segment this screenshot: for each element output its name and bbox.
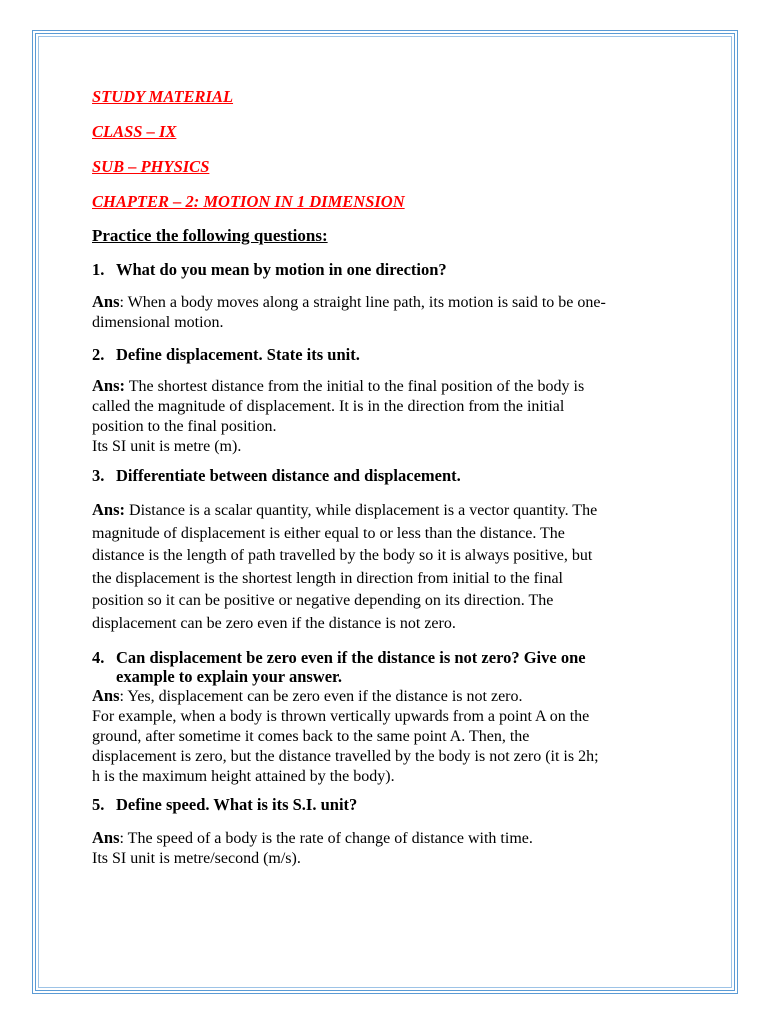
answer-line: dimensional motion. bbox=[92, 314, 224, 331]
question-number: 4. bbox=[92, 648, 105, 667]
answer-text: : When a body moves along a straight line path, its motion is said to be one- bbox=[119, 294, 606, 311]
answer-1 bbox=[92, 292, 682, 333]
answer-line: the displacement is the shortest length in direction from initial to the final bbox=[92, 569, 563, 587]
question-line: Can displacement be zero even if the distance is not zero? Give one bbox=[116, 648, 586, 667]
answer-label: Ans: bbox=[92, 500, 126, 519]
question-number: 3. bbox=[92, 466, 105, 485]
answer-label: Ans bbox=[92, 686, 120, 705]
question-block-4 bbox=[92, 648, 682, 787]
question-text: What do you mean by motion in one direction? bbox=[116, 260, 447, 279]
answer-line bbox=[92, 828, 682, 849]
answer-line bbox=[92, 376, 682, 397]
answer-line bbox=[92, 686, 682, 707]
question-block-5 bbox=[92, 795, 682, 869]
question-number: 5. bbox=[92, 795, 105, 814]
answer-line: displacement is zero, but the distance travelled by the body is not zero (it is 2h; bbox=[92, 748, 599, 765]
answer-2 bbox=[92, 376, 682, 457]
answer-text: : Yes, displacement can be zero even if the distance is not zero. bbox=[119, 688, 523, 705]
answer-line: Its SI unit is metre/second (m/s). bbox=[92, 850, 301, 867]
answer-text: Distance is a scalar quantity, while displacement is a vector quantity. The bbox=[125, 502, 598, 519]
answer-line: magnitude of displacement is either equal to or less than the distance. The bbox=[92, 524, 565, 542]
chapter-heading: CHAPTER – 2: MOTION IN 1 DIMENSION bbox=[92, 192, 405, 211]
answer-line: called the magnitude of displacement. It is in the direction from the initial bbox=[92, 398, 565, 415]
answer-line bbox=[92, 499, 682, 523]
question-4 bbox=[92, 648, 682, 686]
answer-text: The shortest distance from the initial to the final position of the body is bbox=[125, 378, 585, 395]
subject-heading: SUB – PHYSICS bbox=[92, 157, 210, 176]
class-heading: CLASS – IX bbox=[92, 122, 177, 141]
answer-label: Ans bbox=[92, 292, 120, 311]
question-number: 1. bbox=[92, 260, 105, 279]
practice-title: Practice the following questions: bbox=[92, 226, 328, 245]
answer-line: displacement can be zero even if the distance is not zero. bbox=[92, 614, 456, 632]
question-1 bbox=[92, 260, 682, 279]
answer-line: position so it can be positive or negative depending on its direction. The bbox=[92, 592, 554, 610]
answer-3 bbox=[92, 499, 682, 636]
answer-5 bbox=[92, 828, 682, 869]
answer-line bbox=[92, 292, 682, 313]
question-block-2 bbox=[92, 345, 682, 457]
question-text: Differentiate between distance and displacement. bbox=[116, 466, 461, 485]
question-text: Define speed. What is its S.I. unit? bbox=[116, 795, 358, 814]
answer-4 bbox=[92, 686, 682, 787]
answer-line: h is the maximum height attained by the body). bbox=[92, 768, 395, 785]
question-2 bbox=[92, 345, 682, 364]
answer-line: position to the final position. bbox=[92, 418, 277, 435]
answer-line: distance is the length of path travelled by the body so it is always positive, but bbox=[92, 547, 593, 565]
question-text: Define displacement. State its unit. bbox=[116, 345, 360, 364]
answer-label: Ans bbox=[92, 828, 120, 847]
study-material-heading: STUDY MATERIAL bbox=[92, 87, 234, 106]
answer-line: ground, after sometime it comes back to the same point A. Then, the bbox=[92, 728, 530, 745]
answer-label: Ans: bbox=[92, 376, 126, 395]
answer-line: Its SI unit is metre (m). bbox=[92, 438, 242, 455]
answer-text: : The speed of a body is the rate of change of distance with time. bbox=[119, 830, 533, 847]
question-text bbox=[116, 648, 682, 686]
question-block-1 bbox=[92, 260, 682, 333]
question-3 bbox=[92, 466, 682, 485]
question-block-3 bbox=[92, 466, 682, 636]
question-number: 2. bbox=[92, 345, 105, 364]
answer-line: For example, when a body is thrown vertically upwards from a point A on the bbox=[92, 708, 590, 725]
question-line: example to explain your answer. bbox=[116, 667, 342, 686]
question-5 bbox=[92, 795, 682, 814]
